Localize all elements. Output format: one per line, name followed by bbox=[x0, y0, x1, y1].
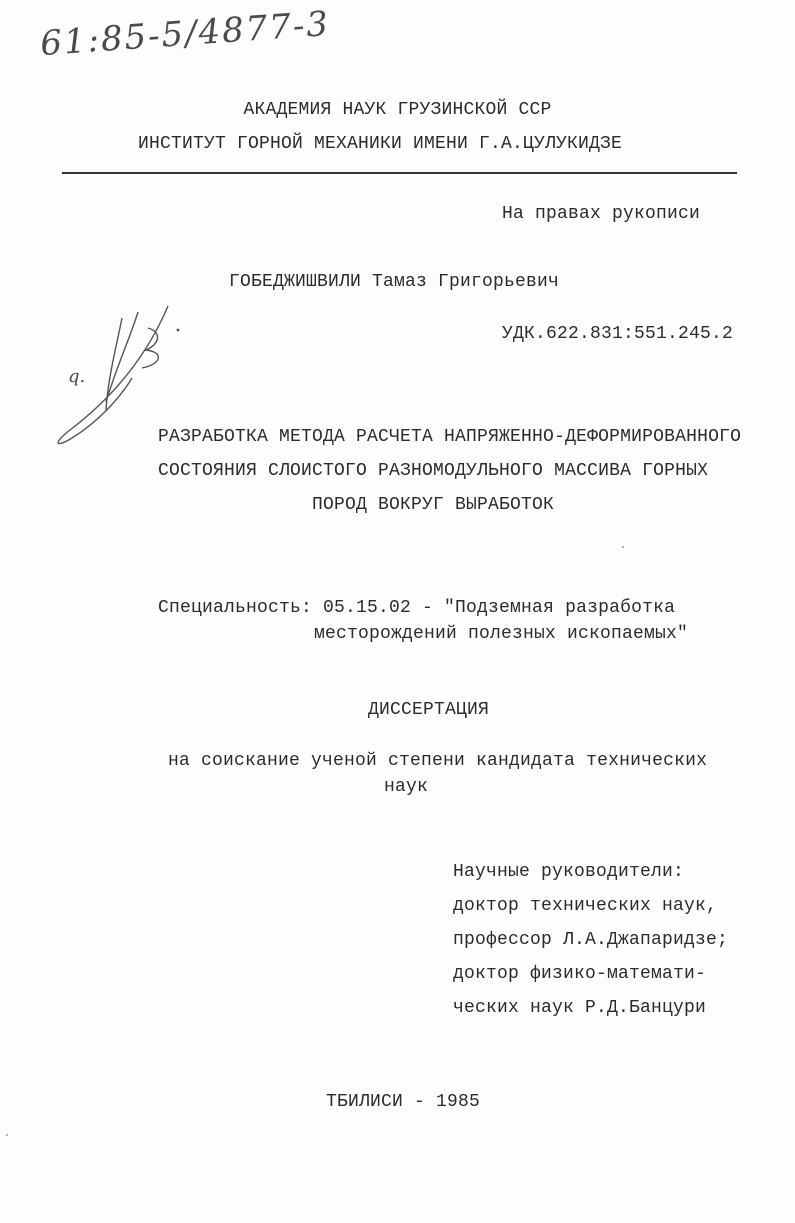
speck bbox=[622, 546, 624, 548]
signature-mark-text: q. bbox=[68, 366, 86, 387]
academy-name: АКАДЕМИЯ НАУК ГРУЗИНСКОЙ ССР bbox=[243, 100, 552, 120]
supervisor-line: доктор технических наук, bbox=[453, 896, 718, 916]
author-name: ГОБЕДЖИШВИЛИ Тамаз Григорьевич bbox=[229, 272, 560, 292]
specialty-line-2: месторождений полезных ископаемых" bbox=[314, 624, 689, 644]
document-type: ДИССЕРТАЦИЯ bbox=[368, 700, 490, 720]
header-divider bbox=[62, 172, 737, 174]
udc-code: УДК.622.831:551.245.2 bbox=[502, 324, 734, 344]
degree-line-1: на соискание ученой степени кандидата технических bbox=[168, 751, 708, 771]
supervisor-line: ческих наук Р.Д.Банцури bbox=[453, 998, 707, 1018]
degree-line-2: наук bbox=[384, 777, 429, 797]
speck bbox=[6, 1134, 8, 1136]
supervisor-line: доктор физико-математи- bbox=[453, 964, 707, 984]
institute-name: ИНСТИТУТ ГОРНОЙ МЕХАНИКИ ИМЕНИ Г.А.ЦУЛУКИДЗЕ bbox=[137, 134, 623, 154]
supervisor-line: профессор Л.А.Джапаридзе; bbox=[453, 930, 729, 950]
specialty-line-1: Специальность: 05.15.02 - "Подземная разработка bbox=[158, 598, 676, 618]
city-year: ТБИЛИСИ - 1985 bbox=[326, 1092, 481, 1112]
rights-note: На правах рукописи bbox=[502, 204, 701, 224]
title-line-2: СОСТОЯНИЯ СЛОИСТОГО РАЗНОМОДУЛЬНОГО МАССИВА ГОРНЫХ bbox=[158, 461, 709, 481]
supervisors-heading: Научные руководители: bbox=[453, 862, 685, 882]
archive-mark: 61:85-5/4877-3 bbox=[38, 3, 332, 65]
title-line-3: ПОРОД ВОКРУГ ВЫРАБОТОК bbox=[312, 495, 555, 515]
title-line-1: РАЗРАБОТКА МЕТОДА РАСЧЕТА НАПРЯЖЕННО-ДЕФОРМИРОВАННОГО bbox=[158, 427, 742, 447]
signature bbox=[50, 298, 190, 448]
